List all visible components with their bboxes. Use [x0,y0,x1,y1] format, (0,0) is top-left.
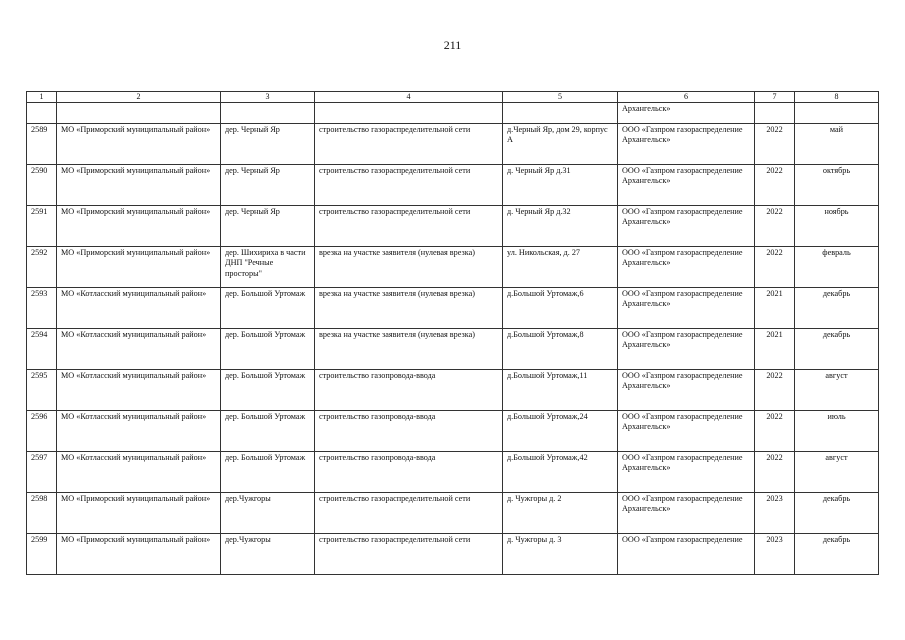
month-cell: декабрь [795,288,879,329]
work-type-cell [315,103,503,124]
district-cell: МО «Котласский муниципальный район» [57,329,221,370]
settlement-cell [221,103,315,124]
table-row [27,247,879,288]
year-cell: 2022 [755,370,795,411]
table-row [27,370,879,411]
year-cell: 2022 [755,165,795,206]
work-type-cell: строительство газораспределительной сети [315,206,503,247]
work-type-cell: строительство газораспределительной сети [315,493,503,534]
table-row [27,165,879,206]
table-row [27,329,879,370]
year-cell: 2021 [755,329,795,370]
year-cell: 2022 [755,247,795,288]
district-cell: МО «Приморский муниципальный район» [57,206,221,247]
address-cell: д.Большой Уртомаж,6 [503,288,618,329]
column-header: 8 [795,92,879,103]
column-number-row [27,92,879,103]
gas-company-cell: Архангельск» [618,103,755,124]
month-cell: декабрь [795,329,879,370]
month-cell: август [795,370,879,411]
column-header: 5 [503,92,618,103]
address-cell: д.Большой Уртомаж,24 [503,411,618,452]
table-row [27,124,879,165]
settlement-cell: дер. Большой Уртомаж [221,452,315,493]
district-cell: МО «Котласский муниципальный район» [57,452,221,493]
settlement-cell: дер. Большой Уртомаж [221,329,315,370]
gas-company-cell: ООО «Газпром газораспределение Архангельск» [618,124,755,165]
table-row [27,206,879,247]
settlement-cell: дер. Черный Яр [221,165,315,206]
year-cell: 2022 [755,124,795,165]
gas-company-cell: ООО «Газпром газораспределение Архангельск» [618,206,755,247]
gas-company-cell: ООО «Газпром газораспределение Архангельск» [618,411,755,452]
column-header: 4 [315,92,503,103]
gas-company-cell: ООО «Газпром газораспределение [618,534,755,575]
work-type-cell: строительство газопровода-ввода [315,411,503,452]
table-row [27,534,879,575]
row-number-cell: 2595 [27,370,57,411]
address-cell: д. Черный Яр д.32 [503,206,618,247]
work-type-cell: врезка на участке заявителя (нулевая врезка) [315,247,503,288]
month-cell: декабрь [795,493,879,534]
row-number-cell: 2590 [27,165,57,206]
table-body [27,103,879,575]
settlement-cell: дер. Большой Уртомаж [221,370,315,411]
settlement-cell: дер. Шихириха в части ДНП "Речные просторы" [221,247,315,288]
row-number-cell: 2592 [27,247,57,288]
settlement-cell: дер.Чужгоры [221,534,315,575]
settlement-cell: дер. Черный Яр [221,124,315,165]
address-cell: д.Большой Уртомаж,42 [503,452,618,493]
row-number-cell: 2597 [27,452,57,493]
district-cell: МО «Приморский муниципальный район» [57,493,221,534]
district-cell [57,103,221,124]
row-number-cell: 2598 [27,493,57,534]
column-header: 1 [27,92,57,103]
address-cell: д. Чужгоры д. 2 [503,493,618,534]
work-type-cell: строительство газопровода-ввода [315,370,503,411]
year-cell: 2021 [755,288,795,329]
month-cell: февраль [795,247,879,288]
settlement-cell: дер. Черный Яр [221,206,315,247]
page-number: 211 [443,38,462,52]
settlement-cell: дер. Большой Уртомаж [221,411,315,452]
column-header: 7 [755,92,795,103]
work-type-cell: врезка на участке заявителя (нулевая врезка) [315,288,503,329]
address-cell: д. Чужгоры д. 3 [503,534,618,575]
work-type-cell: врезка на участке заявителя (нулевая врезка) [315,329,503,370]
table-row [27,411,879,452]
work-type-cell: строительство газораспределительной сети [315,165,503,206]
month-cell: декабрь [795,534,879,575]
table-row [27,493,879,534]
month-cell: май [795,124,879,165]
gas-company-cell: ООО «Газпром газораспределение Архангельск» [618,493,755,534]
row-number-cell: 2591 [27,206,57,247]
table-row [27,288,879,329]
month-cell [795,103,879,124]
work-type-cell: строительство газопровода-ввода [315,452,503,493]
column-header: 3 [221,92,315,103]
month-cell: август [795,452,879,493]
district-cell: МО «Котласский муниципальный район» [57,288,221,329]
address-cell: д.Большой Уртомаж,8 [503,329,618,370]
gas-company-cell: ООО «Газпром газораспределение Архангельск» [618,247,755,288]
district-cell: МО «Приморский муниципальный район» [57,534,221,575]
year-cell: 2022 [755,452,795,493]
year-cell: 2023 [755,534,795,575]
address-cell: д.Большой Уртомаж,11 [503,370,618,411]
gas-company-cell: ООО «Газпром газораспределение Архангельск» [618,370,755,411]
district-cell: МО «Приморский муниципальный район» [57,124,221,165]
month-cell: июль [795,411,879,452]
district-cell: МО «Котласский муниципальный район» [57,370,221,411]
row-number-cell: 2593 [27,288,57,329]
row-number-cell: 2599 [27,534,57,575]
row-number-cell: 2589 [27,124,57,165]
year-cell [755,103,795,124]
gas-company-cell: ООО «Газпром газораспределение Архангельск» [618,165,755,206]
month-cell: ноябрь [795,206,879,247]
column-header: 6 [618,92,755,103]
district-cell: МО «Приморский муниципальный район» [57,247,221,288]
gas-company-cell: ООО «Газпром газораспределение Архангельск» [618,288,755,329]
address-cell: ул. Никольская, д. 27 [503,247,618,288]
row-number-cell [27,103,57,124]
gas-company-cell: ООО «Газпром газораспределение Архангельск» [618,329,755,370]
settlement-cell: дер.Чужгоры [221,493,315,534]
year-cell: 2023 [755,493,795,534]
month-cell: октябрь [795,165,879,206]
column-header: 2 [57,92,221,103]
work-type-cell: строительство газораспределительной сети [315,534,503,575]
gas-company-cell: ООО «Газпром газораспределение Архангельск» [618,452,755,493]
address-cell: д.Черный Яр, дом 29, корпус А [503,124,618,165]
settlement-cell: дер. Большой Уртомаж [221,288,315,329]
table-row [27,452,879,493]
work-type-cell: строительство газораспределительной сети [315,124,503,165]
year-cell: 2022 [755,411,795,452]
year-cell: 2022 [755,206,795,247]
row-number-cell: 2594 [27,329,57,370]
district-cell: МО «Приморский муниципальный район» [57,165,221,206]
gasification-table [26,91,879,575]
address-cell [503,103,618,124]
district-cell: МО «Котласский муниципальный район» [57,411,221,452]
table-row [27,103,879,124]
row-number-cell: 2596 [27,411,57,452]
address-cell: д. Черный Яр д.31 [503,165,618,206]
